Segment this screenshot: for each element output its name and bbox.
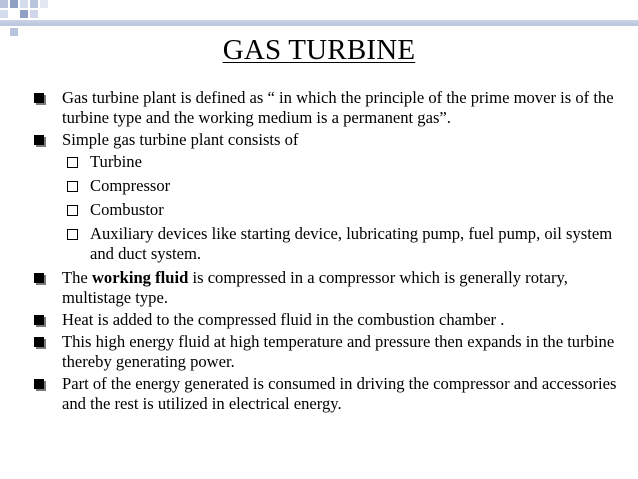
square-bullet-icon: [34, 379, 44, 389]
hollow-square-bullet-icon: [67, 181, 78, 192]
bullet-text: This high energy fluid at high temperature and pressure then expands in the turbine thereby generating power.: [62, 332, 615, 371]
sub-bullet-item: [34, 200, 624, 220]
sub-bullet-item: [34, 152, 624, 172]
sub-bullet-text: Combustor: [90, 200, 164, 219]
hollow-square-bullet-icon: [67, 157, 78, 168]
sub-bullet-text: Turbine: [90, 152, 142, 171]
bullet-item: [34, 268, 624, 308]
square-bullet-icon: [34, 315, 44, 325]
sub-bullet-item: [34, 176, 624, 196]
square-bullet-icon: [34, 93, 44, 103]
bullet-item: [34, 374, 624, 414]
hollow-square-bullet-icon: [67, 229, 78, 240]
bullet-text-prefix: The: [62, 268, 92, 287]
bullet-text-bold: working fluid: [91, 268, 189, 287]
square-bullet-icon: [34, 273, 44, 283]
square-bullet-icon: [34, 135, 44, 145]
bullet-item: [34, 310, 624, 330]
bullet-text: Simple gas turbine plant consists of: [62, 130, 299, 149]
bullet-text: Part of the energy generated is consumed in driving the compressor and accessories and the rest is utilized in electrical energy.: [62, 374, 617, 413]
slide-content: [34, 88, 624, 416]
bullet-text: Heat is added to the compressed fluid in the combustion chamber .: [62, 310, 505, 329]
bullet-item: [34, 332, 624, 372]
bullet-item: [34, 130, 624, 150]
top-band-decoration: [0, 20, 638, 26]
square-bullet-icon: [34, 337, 44, 347]
hollow-square-bullet-icon: [67, 205, 78, 216]
bullet-item: [34, 88, 624, 128]
slide-title: GAS TURBINE: [222, 34, 416, 66]
sub-bullet-text: Compressor: [90, 176, 171, 195]
bullet-text: Gas turbine plant is defined as “ in which the principle of the prime mover is of the turbine type and the working medium is a permanent gas”.: [62, 88, 614, 127]
sub-bullet-text: Auxiliary devices like starting device, lubricating pump, fuel pump, oil system and duct system.: [90, 224, 613, 263]
bullet-text-suffix: is compressed in a compressor which is generally rotary, multistage type.: [62, 268, 568, 307]
sub-bullet-item: [34, 224, 624, 264]
